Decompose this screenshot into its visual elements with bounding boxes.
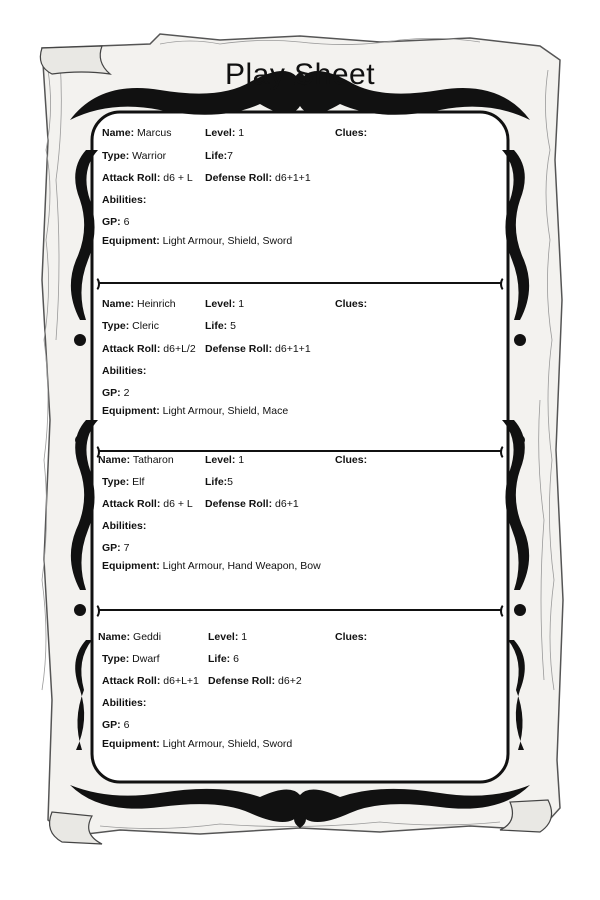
attack-roll-field: Attack Roll: d6 + L bbox=[102, 172, 193, 184]
defense-roll-field: Defense Roll: d6+2 bbox=[208, 675, 302, 687]
clues-field: Clues: bbox=[335, 298, 368, 310]
page-title: Play Sheet bbox=[224, 58, 376, 91]
divider-2 bbox=[98, 450, 502, 452]
clues-field: Clues: bbox=[335, 631, 368, 643]
abilities-field: Abilities: bbox=[102, 365, 147, 377]
type-field: Type: Dwarf bbox=[102, 653, 160, 665]
name-field: Name: Geddi bbox=[98, 631, 162, 643]
equipment-field: Equipment: Light Armour, Shield, Mace bbox=[102, 405, 289, 417]
name-field: Name: Marcus bbox=[102, 127, 172, 139]
gp-field: GP: 6 bbox=[102, 719, 130, 731]
life-field: Life:5 bbox=[205, 476, 234, 488]
level-field: Level: 1 bbox=[208, 631, 248, 643]
equipment-field: Equipment: Light Armour, Shield, Sword bbox=[102, 235, 293, 247]
attack-roll-field: Attack Roll: d6+L/2 bbox=[102, 343, 196, 355]
level-field: Level: 1 bbox=[205, 454, 245, 466]
abilities-field: Abilities: bbox=[102, 697, 147, 709]
clues-field: Clues: bbox=[335, 454, 368, 466]
attack-roll-field: Attack Roll: d6 + L bbox=[102, 498, 193, 510]
gp-field: GP: 7 bbox=[102, 542, 130, 554]
clues-field: Clues: bbox=[335, 127, 368, 139]
gp-field: GP: 6 bbox=[102, 216, 130, 228]
life-field: Life: 5 bbox=[205, 320, 236, 332]
name-field: Name: Heinrich bbox=[102, 298, 176, 310]
name-field: Name: Tatharon bbox=[98, 454, 174, 466]
life-field: Life:7 bbox=[205, 150, 234, 162]
divider-1 bbox=[98, 282, 502, 284]
life-field: Life: 6 bbox=[208, 653, 239, 665]
type-field: Type: Elf bbox=[102, 476, 145, 488]
abilities-field: Abilities: bbox=[102, 194, 147, 206]
abilities-field: Abilities: bbox=[102, 520, 147, 532]
defense-roll-field: Defense Roll: d6+1+1 bbox=[205, 172, 311, 184]
defense-roll-field: Defense Roll: d6+1 bbox=[205, 498, 299, 510]
type-field: Type: Warrior bbox=[102, 150, 167, 162]
divider-3 bbox=[98, 609, 502, 611]
defense-roll-field: Defense Roll: d6+1+1 bbox=[205, 343, 311, 355]
type-field: Type: Cleric bbox=[102, 320, 159, 332]
gp-field: GP: 2 bbox=[102, 387, 130, 399]
equipment-field: Equipment: Light Armour, Shield, Sword bbox=[102, 738, 293, 750]
attack-roll-field: Attack Roll: d6+L+1 bbox=[102, 675, 199, 687]
level-field: Level: 1 bbox=[205, 298, 245, 310]
level-field: Level: 1 bbox=[205, 127, 245, 139]
equipment-field: Equipment: Light Armour, Hand Weapon, Bow bbox=[102, 560, 321, 572]
